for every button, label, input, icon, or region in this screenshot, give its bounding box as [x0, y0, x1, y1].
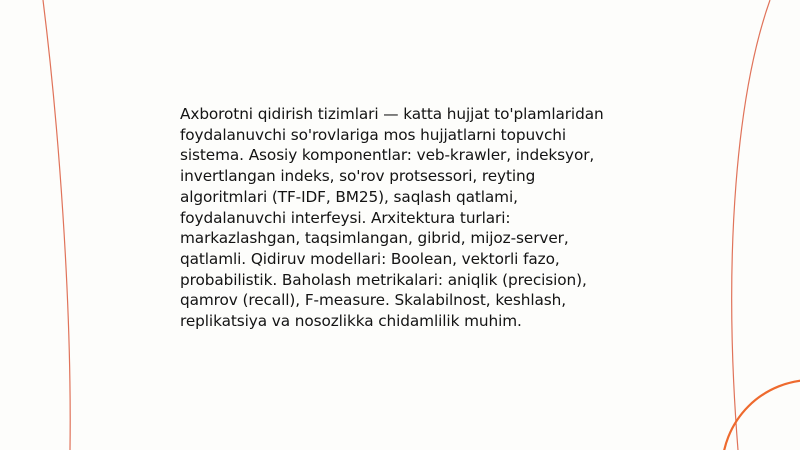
- body-text: Axborotni qidirish tizimlari — katta hujjat to'plamlaridan foydalanuvchi so'rovlariga mos hujjatlarni topuvchi sistema. Asosiy komponentlar: veb-krawler, indeksyor, invertlangan indeks, so'rov protsessori, reyting algoritmlari (TF-IDF, BM25), saqlash qatlami, foydalanuvchi interfeysi. Arxitektura turlari: markazlashgan, taqsimlangan, gibrid, mijoz-server, qatlamli. Qidiruv modellari: Boolean, vektorli fazo, probabilistik. Baholash metrikalari: aniqlik (precision), qamrov (recall), F-measure. Skalabilnost, keshlash, replikatsiya va nosozlikka chidamlilik muhim.: [180, 105, 604, 331]
- left-decorative-curve: [43, 0, 70, 450]
- right-decorative-curve: [732, 0, 770, 450]
